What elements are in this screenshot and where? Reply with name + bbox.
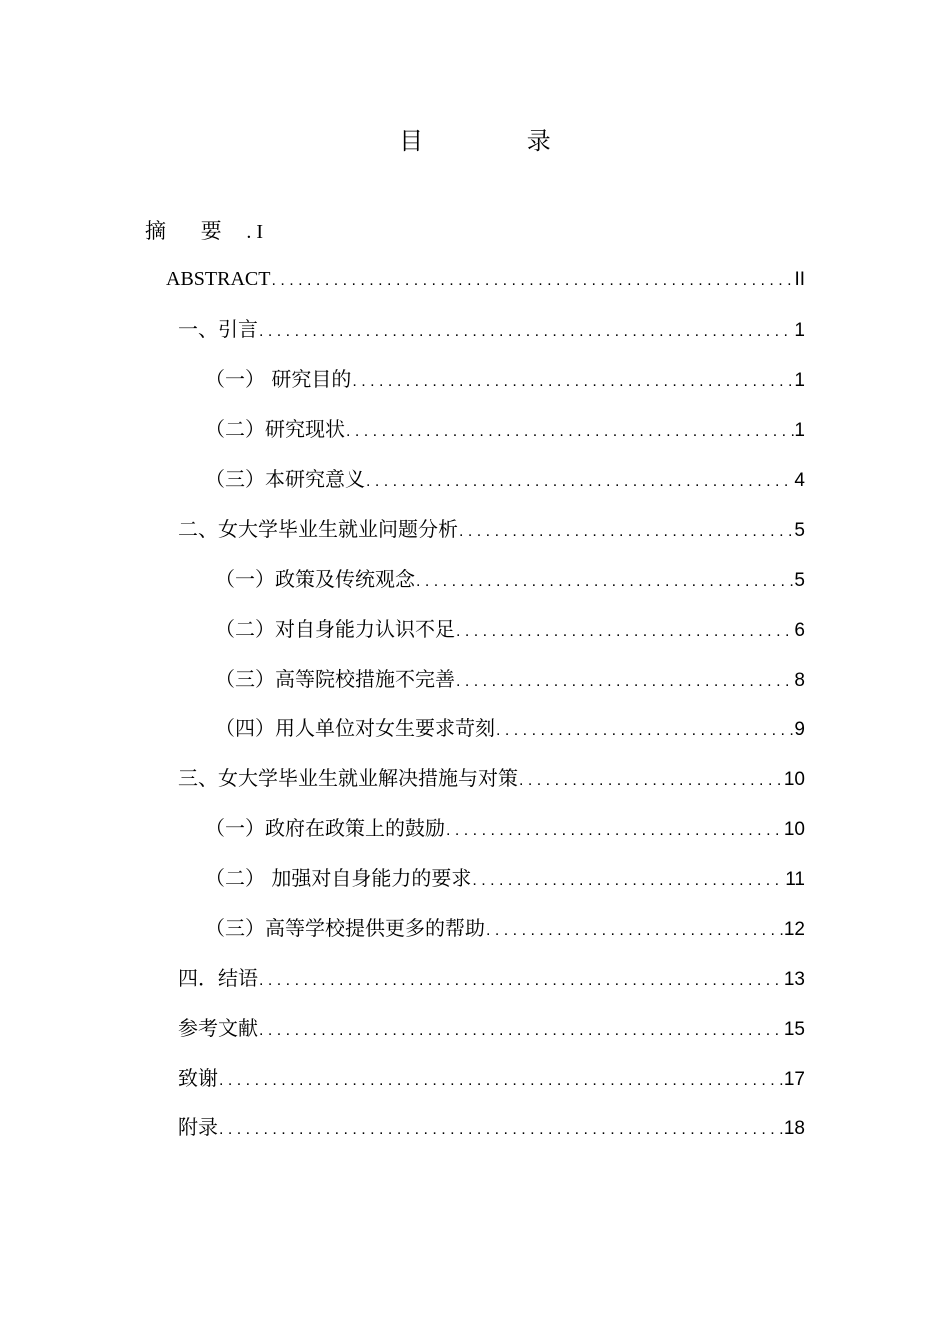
- toc-entry-section-2-4[interactable]: [215, 713, 805, 743]
- toc-entry-page: 15: [783, 1019, 805, 1040]
- toc-leader-dots: [495, 716, 794, 743]
- toc-entry-section-2-3[interactable]: [215, 664, 805, 694]
- toc-entry-page: 5: [794, 520, 805, 541]
- toc-leader-dots: [415, 567, 794, 594]
- toc-entry-label: （三）本研究意义: [205, 467, 365, 491]
- toc-entry-label: （一） 研究目的: [205, 367, 352, 391]
- toc-entry-page: 9: [794, 719, 805, 740]
- toc-entry-label: （二） 加强对自身能力的要求: [205, 866, 472, 890]
- toc-entry-page: 11: [785, 869, 805, 890]
- toc-entry-label: 致谢: [178, 1066, 218, 1090]
- toc-entry-label: （一）政策及传统观念: [215, 567, 415, 591]
- toc-leader-dots: [351, 367, 794, 394]
- toc-entry-section-3-2[interactable]: [205, 863, 805, 893]
- toc-entry-page: 18: [783, 1118, 805, 1139]
- toc-entry-label: ABSTRACT: [166, 268, 271, 290]
- toc-entry-label: （四）用人单位对女生要求苛刻: [215, 716, 495, 740]
- toc-entry-page: 10: [783, 819, 805, 840]
- toc-entry-section-1-3[interactable]: [205, 464, 805, 494]
- toc-entry-page: 1: [794, 420, 805, 441]
- toc-leader-dots: [365, 467, 794, 494]
- toc-leader-dots: [218, 1066, 784, 1093]
- toc-leader-dots: [455, 667, 794, 694]
- toc-entry-section-3-3[interactable]: [205, 913, 805, 943]
- toc-entry-page: 5: [794, 570, 805, 591]
- toc-entry-page: 1: [794, 320, 805, 341]
- toc-leader-dots: [345, 417, 794, 444]
- toc-entry-label: 参考文献: [178, 1016, 258, 1040]
- toc-entry-chapter-4[interactable]: [178, 963, 805, 993]
- toc-entry-page: 12: [783, 919, 805, 940]
- toc-entry-chapter-2[interactable]: [178, 514, 805, 544]
- toc-leader-dots: [258, 317, 794, 344]
- toc-leader-dots: [218, 1115, 784, 1142]
- toc-entry-abstract[interactable]: [166, 264, 805, 294]
- toc-entry-page: 8: [794, 670, 805, 691]
- toc-entry-section-3-1[interactable]: [205, 813, 805, 843]
- toc-entry-page: 10: [783, 769, 805, 790]
- toc-leader-dots: [518, 766, 784, 793]
- toc-entry-acknowledgements[interactable]: [178, 1063, 805, 1093]
- toc-entry-label: （二）研究现状: [205, 417, 345, 441]
- toc-entry-section-1-2[interactable]: [205, 414, 805, 444]
- toc-leader-dots: [471, 866, 785, 893]
- toc-entry-section-2-2[interactable]: [215, 614, 805, 644]
- toc-entry-appendix[interactable]: [178, 1112, 805, 1142]
- toc-entry-label: （三）高等院校措施不完善: [215, 667, 455, 691]
- toc-entry-chapter-3[interactable]: [178, 763, 805, 793]
- toc-entry-label: （三）高等学校提供更多的帮助: [205, 916, 485, 940]
- toc-entry-abstract-cn[interactable]: [145, 216, 263, 247]
- toc-entry-page: 13: [783, 969, 805, 990]
- toc-entry-section-2-1[interactable]: [215, 564, 805, 594]
- toc-entry-label: （一）政府在政策上的鼓励: [205, 816, 445, 840]
- toc-entry-label: 一、引言: [178, 317, 258, 341]
- page-title: 目 录: [399, 127, 599, 155]
- toc-entry-references[interactable]: [178, 1013, 805, 1043]
- toc-entry-section-1-1[interactable]: [205, 364, 805, 394]
- toc-entry-page: II: [794, 269, 805, 290]
- toc-entry-label: 四．结语: [178, 966, 258, 990]
- toc-entry-page: . I: [246, 221, 264, 243]
- toc-entry-label: 二、女大学毕业生就业问题分析: [178, 517, 458, 541]
- toc-entry-page: 6: [794, 620, 805, 641]
- toc-entry-label: 三、女大学毕业生就业解决措施与对策: [178, 766, 518, 790]
- toc-leader-dots: [258, 966, 784, 993]
- toc-leader-dots: [485, 916, 784, 943]
- toc-entry-page: 1: [794, 370, 805, 391]
- toc-entry-label: （二）对自身能力认识不足: [215, 617, 455, 641]
- toc-entry-page: 17: [783, 1069, 805, 1090]
- toc-leader-dots: [458, 517, 794, 544]
- toc-leader-dots: [455, 617, 794, 644]
- toc-entry-label: 摘 要: [145, 219, 236, 243]
- toc-leader-dots: [270, 266, 794, 294]
- toc-leader-dots: [445, 816, 784, 843]
- toc-entry-label: 附录: [178, 1115, 218, 1139]
- toc-leader-dots: [258, 1016, 784, 1043]
- toc-entry-chapter-1[interactable]: [178, 314, 805, 344]
- toc-entry-page: 4: [794, 470, 805, 491]
